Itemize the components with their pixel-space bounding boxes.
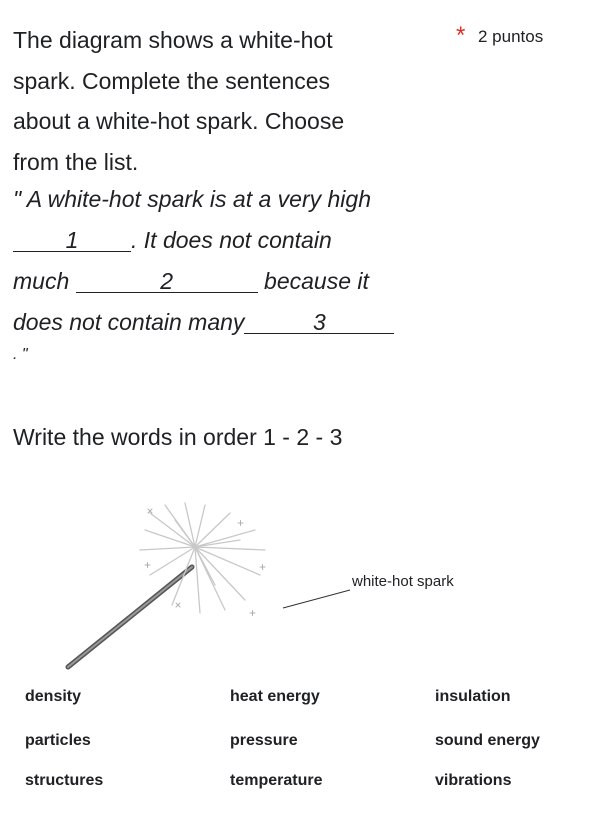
- word-option: particles: [25, 732, 91, 749]
- question-line: The diagram shows a white-hot: [13, 27, 333, 53]
- word-option: temperature: [230, 772, 323, 789]
- blank-1: [13, 229, 131, 252]
- label-leader-line: [283, 590, 350, 608]
- word-option: structures: [25, 772, 104, 789]
- sentence-line: . ": [13, 346, 28, 363]
- word-option: pressure: [230, 732, 298, 749]
- points-label: 2 puntos: [478, 27, 544, 46]
- sentence-line: [13, 261, 453, 302]
- sentence-text: . It does not contain: [131, 227, 332, 253]
- blank-number: 1: [65, 227, 79, 253]
- cloze-sentence: [13, 179, 453, 367]
- blank-2: [76, 270, 258, 293]
- sentence-line: " A white-hot spark is at a very high: [13, 186, 372, 212]
- question-line: from the list.: [13, 148, 139, 175]
- instruction-text: Write the words in order 1 - 2 - 3: [13, 424, 343, 450]
- question-text: [13, 20, 453, 182]
- sentence-line: [13, 220, 453, 261]
- sparkler-diagram: [0, 495, 595, 675]
- sparkler-icon: [68, 503, 265, 667]
- word-option: sound energy: [435, 732, 540, 749]
- word-option: insulation: [435, 688, 511, 705]
- sentence-text: because it: [264, 268, 369, 294]
- question-line: spark. Complete the sentences: [13, 67, 331, 94]
- blank-number: 3: [313, 309, 326, 335]
- word-option: heat energy: [230, 688, 320, 705]
- spark-label: white-hot spark: [352, 573, 454, 590]
- question-line: about a white-hot spark. Choose: [13, 108, 345, 134]
- sentence-line: [13, 302, 453, 343]
- sentence-text: much: [13, 268, 70, 294]
- word-option: vibrations: [435, 772, 512, 789]
- required-asterisk: *: [456, 22, 466, 49]
- blank-3: [244, 311, 394, 334]
- sentence-text: does not contain many: [13, 309, 245, 335]
- blank-number: 2: [160, 268, 174, 294]
- word-option: density: [25, 688, 82, 705]
